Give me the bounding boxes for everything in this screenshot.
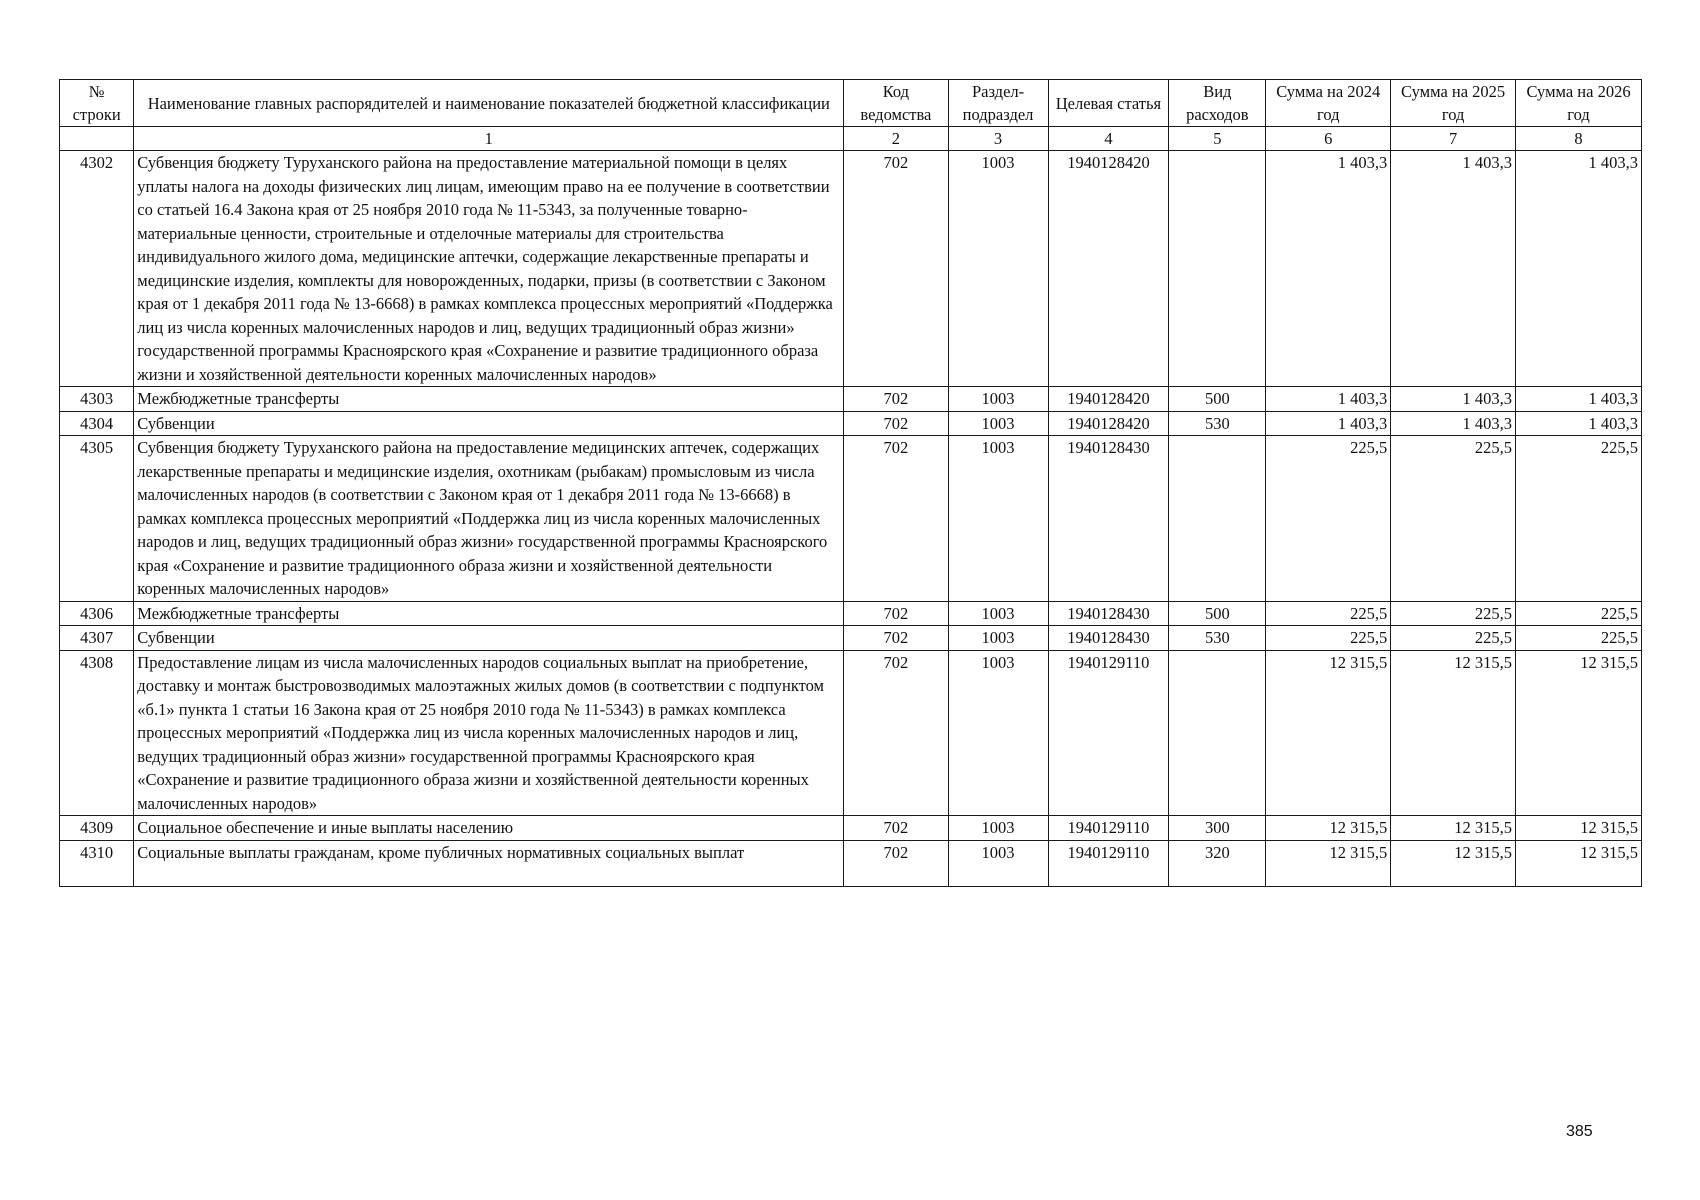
expense-type-cell xyxy=(1169,650,1266,816)
dept-code-cell: 702 xyxy=(844,840,948,886)
row-name-cell: Субвенция бюджету Туруханского района на предоставление медицинских аптечек, содержащих лекарственные препараты и медицинские изделия, охотникам (рыбакам) промысловым из числа малочисленных народов (в соответствии с Законом края от 1 декабря 2011 года № 13-6668) в рамках комплекса процессных мероприятий «Поддержка лиц из числа коренных малочисленных народов и лиц, ведущих традиционный образ жизни» государственной программы Красноярского края «Сохранение и развитие традиционного образа жизни и хозяйственной деятельности коренных малочисленных народов» xyxy=(134,436,844,602)
header-cell-name: Наименование главных распорядителей и наименование показателей бюджетной классификации xyxy=(134,80,844,127)
dept-code-cell: 702 xyxy=(844,816,948,841)
dept-code-cell: 702 xyxy=(844,650,948,816)
expense-type-cell: 530 xyxy=(1169,411,1266,436)
sum-2024-cell: 12 315,5 xyxy=(1266,816,1391,841)
expense-type-cell xyxy=(1169,151,1266,387)
column-number-cell: 5 xyxy=(1169,127,1266,151)
row-name-cell: Социальные выплаты гражданам, кроме публичных нормативных социальных выплат xyxy=(134,840,844,886)
section-cell: 1003 xyxy=(948,436,1048,602)
sum-2024-cell: 1 403,3 xyxy=(1266,387,1391,412)
expense-type-cell: 530 xyxy=(1169,626,1266,651)
sum-2026-cell: 1 403,3 xyxy=(1516,151,1642,387)
header-cell-expense-type: Вид расходов xyxy=(1169,80,1266,127)
column-number-cell: 7 xyxy=(1391,127,1516,151)
table-body xyxy=(60,151,1642,887)
section-cell: 1003 xyxy=(948,601,1048,626)
sum-2025-cell: 1 403,3 xyxy=(1391,411,1516,436)
dept-code-cell: 702 xyxy=(844,436,948,602)
section-cell: 1003 xyxy=(948,626,1048,651)
sum-2026-cell: 225,5 xyxy=(1516,601,1642,626)
column-number-cell: 3 xyxy=(948,127,1048,151)
row-name-cell: Субвенции xyxy=(134,626,844,651)
table-row xyxy=(60,601,1642,626)
target-article-cell: 1940129110 xyxy=(1048,840,1169,886)
sum-2025-cell: 225,5 xyxy=(1391,436,1516,602)
section-cell: 1003 xyxy=(948,151,1048,387)
target-article-cell: 1940128420 xyxy=(1048,151,1169,387)
sum-2024-cell: 12 315,5 xyxy=(1266,840,1391,886)
row-number-cell: 4306 xyxy=(60,601,134,626)
expense-type-cell: 500 xyxy=(1169,601,1266,626)
column-number-cell: 1 xyxy=(134,127,844,151)
sum-2024-cell: 225,5 xyxy=(1266,626,1391,651)
expense-type-cell: 500 xyxy=(1169,387,1266,412)
sum-2026-cell: 1 403,3 xyxy=(1516,387,1642,412)
page-number: 385 xyxy=(1566,1123,1593,1140)
row-number-cell: 4307 xyxy=(60,626,134,651)
sum-2024-cell: 12 315,5 xyxy=(1266,650,1391,816)
row-number-cell: 4308 xyxy=(60,650,134,816)
sum-2026-cell: 12 315,5 xyxy=(1516,816,1642,841)
dept-code-cell: 702 xyxy=(844,387,948,412)
header-row xyxy=(60,80,1642,127)
row-number-cell: 4305 xyxy=(60,436,134,602)
target-article-cell: 1940128420 xyxy=(1048,387,1169,412)
table-row xyxy=(60,650,1642,816)
dept-code-cell: 702 xyxy=(844,626,948,651)
sum-2024-cell: 1 403,3 xyxy=(1266,151,1391,387)
table-header xyxy=(60,80,1642,151)
sum-2024-cell: 225,5 xyxy=(1266,601,1391,626)
row-name-cell: Субвенции xyxy=(134,411,844,436)
sum-2026-cell: 225,5 xyxy=(1516,436,1642,602)
section-cell: 1003 xyxy=(948,387,1048,412)
row-number-cell: 4309 xyxy=(60,816,134,841)
column-number-cell xyxy=(60,127,134,151)
sum-2026-cell: 1 403,3 xyxy=(1516,411,1642,436)
section-cell: 1003 xyxy=(948,840,1048,886)
dept-code-cell: 702 xyxy=(844,151,948,387)
sum-2025-cell: 12 315,5 xyxy=(1391,840,1516,886)
row-name-cell: Предоставление лицам из числа малочисленных народов социальных выплат на приобретение, доставку и монтаж быстровозводимых малоэтажных жилых домов (в соответствии с подпунктом «б.1» пункта 1 статьи 16 Закона края от 25 ноября 2010 года № 11-5343) в рамках комплекса процессных мероприятий «Поддержка лиц из числа коренных малочисленных народов и лиц, ведущих традиционный образ жизни» государственной программы Красноярского края «Сохранение и развитие традиционного образа жизни и хозяйственной деятельности коренных малочисленных народов» xyxy=(134,650,844,816)
column-numbers-row xyxy=(60,127,1642,151)
row-number-cell: 4304 xyxy=(60,411,134,436)
row-name-cell: Социальное обеспечение и иные выплаты населению xyxy=(134,816,844,841)
header-cell-sum-2025: Сумма на 2025 год xyxy=(1391,80,1516,127)
dept-code-cell: 702 xyxy=(844,411,948,436)
budget-table xyxy=(59,79,1642,887)
table-row xyxy=(60,436,1642,602)
section-cell: 1003 xyxy=(948,650,1048,816)
section-cell: 1003 xyxy=(948,411,1048,436)
column-number-cell: 8 xyxy=(1516,127,1642,151)
sum-2026-cell: 12 315,5 xyxy=(1516,840,1642,886)
table-row xyxy=(60,411,1642,436)
table-row xyxy=(60,626,1642,651)
row-number-cell: 4303 xyxy=(60,387,134,412)
column-number-cell: 2 xyxy=(844,127,948,151)
expense-type-cell: 300 xyxy=(1169,816,1266,841)
header-cell-dept-code: Код ведомства xyxy=(844,80,948,127)
sum-2025-cell: 225,5 xyxy=(1391,626,1516,651)
column-number-cell: 4 xyxy=(1048,127,1169,151)
row-number-cell: 4310 xyxy=(60,840,134,886)
row-name-cell: Субвенция бюджету Туруханского района на предоставление материальной помощи в целях уплаты налога на доходы физических лиц лицам, имеющим право на ее получение в соответствии со статьей 16.4 Закона края от 25 ноября 2010 года № 11-5343, за полученные товарно-материальные ценности, строительные и отделочные материалы для строительства индивидуального жилого дома, медицинские аптечки, содержащие лекарственные препараты и медицинские изделия, комплекты для новорожденных, подарки, призы (в соответствии с Законом края от 1 декабря 2011 года № 13-6668) в рамках комплекса процессных мероприятий «Поддержка лиц из числа коренных малочисленных народов и лиц, ведущих традиционный образ жизни» государственной программы Красноярского края «Сохранение и развитие традиционного образа жизни и хозяйственной деятельности коренных малочисленных народов» xyxy=(134,151,844,387)
target-article-cell: 1940129110 xyxy=(1048,816,1169,841)
row-name-cell: Межбюджетные трансферты xyxy=(134,387,844,412)
sum-2025-cell: 12 315,5 xyxy=(1391,816,1516,841)
sum-2026-cell: 225,5 xyxy=(1516,626,1642,651)
row-number-cell: 4302 xyxy=(60,151,134,387)
sum-2026-cell: 12 315,5 xyxy=(1516,650,1642,816)
target-article-cell: 1940128420 xyxy=(1048,411,1169,436)
header-cell-sum-2026: Сумма на 2026 год xyxy=(1516,80,1642,127)
expense-type-cell: 320 xyxy=(1169,840,1266,886)
sum-2024-cell: 1 403,3 xyxy=(1266,411,1391,436)
sum-2025-cell: 1 403,3 xyxy=(1391,151,1516,387)
table-row xyxy=(60,151,1642,387)
header-cell-row-number: № строки xyxy=(60,80,134,127)
target-article-cell: 1940128430 xyxy=(1048,436,1169,602)
dept-code-cell: 702 xyxy=(844,601,948,626)
table-row xyxy=(60,840,1642,886)
section-cell: 1003 xyxy=(948,816,1048,841)
sum-2024-cell: 225,5 xyxy=(1266,436,1391,602)
target-article-cell: 1940128430 xyxy=(1048,601,1169,626)
target-article-cell: 1940128430 xyxy=(1048,626,1169,651)
header-cell-sum-2024: Сумма на 2024 год xyxy=(1266,80,1391,127)
sum-2025-cell: 225,5 xyxy=(1391,601,1516,626)
column-number-cell: 6 xyxy=(1266,127,1391,151)
sum-2025-cell: 12 315,5 xyxy=(1391,650,1516,816)
expense-type-cell xyxy=(1169,436,1266,602)
table-row xyxy=(60,816,1642,841)
row-name-cell: Межбюджетные трансферты xyxy=(134,601,844,626)
target-article-cell: 1940129110 xyxy=(1048,650,1169,816)
header-cell-target-article: Целевая статья xyxy=(1048,80,1169,127)
header-cell-section: Раздел-подраздел xyxy=(948,80,1048,127)
sum-2025-cell: 1 403,3 xyxy=(1391,387,1516,412)
table-row xyxy=(60,387,1642,412)
